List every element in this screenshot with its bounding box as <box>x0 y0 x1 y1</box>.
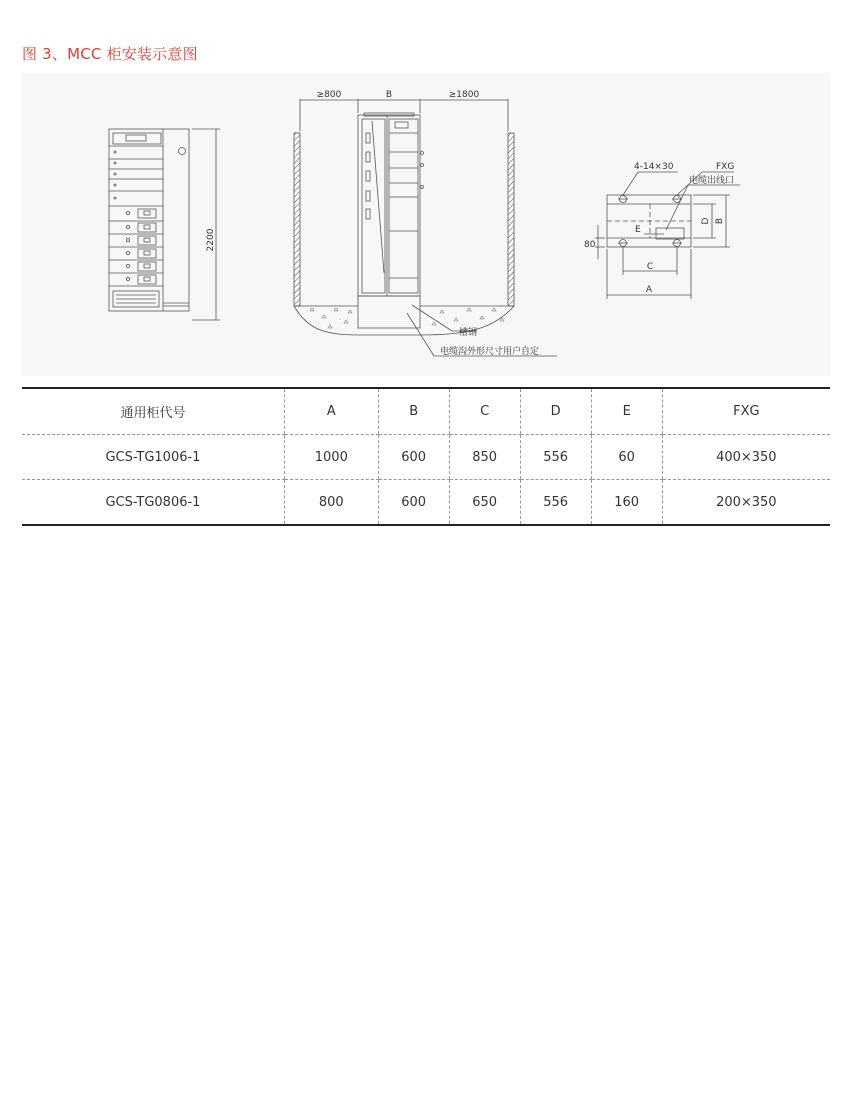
left-clearance-label: ≥800 <box>316 90 342 100</box>
front-view <box>109 129 220 320</box>
indicator-icon <box>179 148 186 155</box>
table-cell: 556 <box>520 435 591 480</box>
dim-c-label: C <box>646 262 654 272</box>
header-cell: C <box>449 388 520 435</box>
header-cell: D <box>520 388 591 435</box>
installation-diagram <box>22 73 830 376</box>
cable-outlet <box>656 228 684 239</box>
table-cell: 850 <box>449 435 520 480</box>
dim-d-label: D <box>701 217 711 225</box>
table-cell: 556 <box>520 480 591 526</box>
ground-gravel <box>310 308 504 328</box>
outlet-label: 电缆出线口 <box>689 176 735 186</box>
width-b-label: B <box>385 90 393 100</box>
table-row <box>22 480 830 526</box>
header-cell: E <box>591 388 662 435</box>
table-cell: 600 <box>378 435 449 480</box>
header-cell: B <box>378 388 449 435</box>
table-cell: 400×350 <box>662 435 830 480</box>
right-clearance-label: ≥1800 <box>448 90 480 100</box>
table-cell: 200×350 <box>662 480 830 526</box>
table-cell: 160 <box>591 480 662 526</box>
table-cell: 60 <box>591 435 662 480</box>
diagram-svg <box>22 73 830 376</box>
table-header-row <box>22 388 830 435</box>
table-cell: 650 <box>449 480 520 526</box>
header-cell: A <box>284 388 378 435</box>
table-cell: GCS-TG1006-1 <box>22 435 284 480</box>
figure-title: 图 3、MCC 柜安装示意图 <box>22 45 198 63</box>
table-row <box>22 435 830 480</box>
fxg-label: FXG <box>716 162 735 172</box>
holes-label: 4-14×30 <box>634 162 674 172</box>
channel-label: 槽钢 <box>459 328 478 338</box>
header-cell: 通用柜代号 <box>22 388 284 435</box>
spec-table <box>22 387 830 526</box>
trench-label: 电缆沟外形尺寸用户自定 <box>440 347 540 357</box>
height-label: 2200 <box>206 228 216 252</box>
dim-a-label: A <box>645 285 653 295</box>
header-cell: FXG <box>662 388 830 435</box>
table-cell: 600 <box>378 480 449 526</box>
plan-view <box>595 172 740 299</box>
dim-b-label: B <box>715 217 725 225</box>
dim-80-label: 80 <box>584 240 596 250</box>
table-cell: 800 <box>284 480 378 526</box>
table-cell: 1000 <box>284 435 378 480</box>
side-view <box>294 99 557 356</box>
table-cell: GCS-TG0806-1 <box>22 480 284 526</box>
dim-e-label: E <box>635 225 641 235</box>
